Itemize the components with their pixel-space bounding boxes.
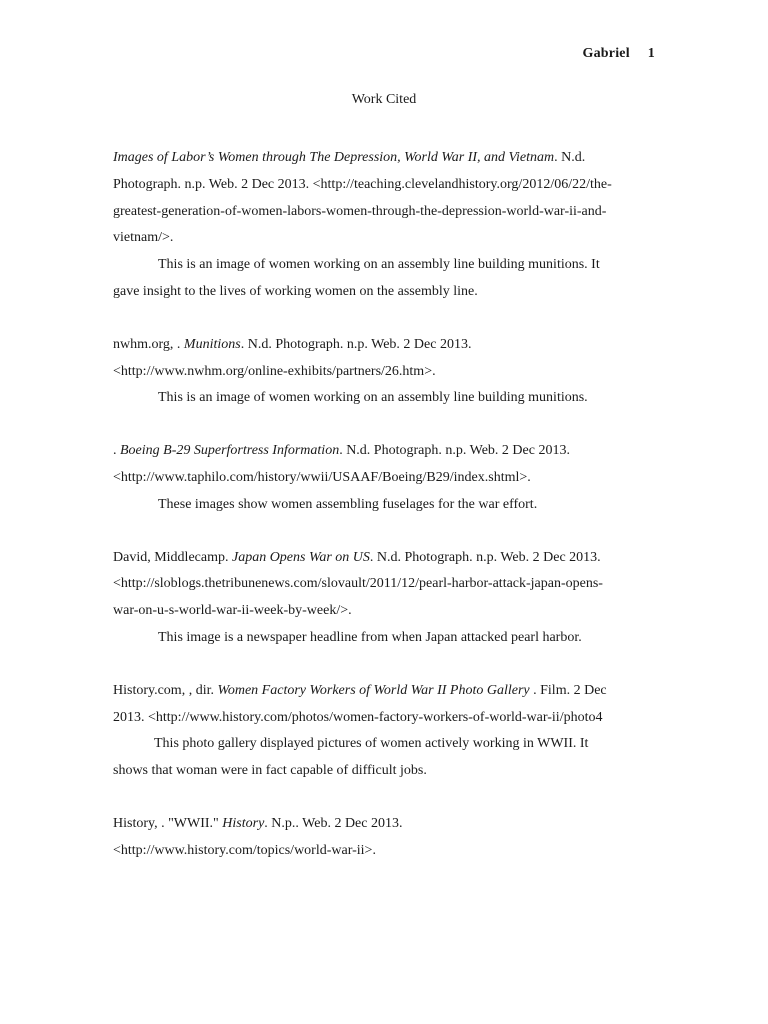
citation-entry: Images of Labor’s Women through The Depression, World War II, and Vietnam. N.d. Photograph. n.p. Web. 2 Dec 2013. <http://teaching.clevelandhistory.org/2012/06/22/the- greatest-generation-of-women-labors-women-through-the-depression-world-war-ii-and- vietnam/>. This is an image of women working on an assembly line building munitions. It gave insight to the lives of working women on the assembly line.: [113, 145, 658, 306]
work-title: Boeing B-29 Superfortress Information: [120, 443, 340, 459]
annotation: This is an image of women working on an assembly line building munitions.: [158, 390, 588, 406]
annotation: These images show women assembling fuselages for the war effort.: [158, 496, 538, 512]
citation-entry: History.com, , dir. Women Factory Workers of World War II Photo Gallery . Film. 2 Dec 2013. <http://www.history.com/photos/women-factory-workers-of-world-war-ii/photo4 This photo gallery displayed pictures of women actively working in WWII. It shows that woman were in fact capable of difficult jobs.: [113, 678, 658, 785]
page-number: 1: [647, 46, 655, 61]
work-title: Images of Labor’s Women through The Depression, World War II, and Vietnam: [113, 150, 555, 165]
citation-entry: . Boeing B-29 Superfortress Information. N.d. Photograph. n.p. Web. 2 Dec 2013. <http://www.taphilo.com/history/wwii/USAAF/Boeing/B29/index.shtml>. These images show women assembling fuselages for the war effort.: [113, 438, 658, 518]
citation-list: [113, 145, 658, 891]
citation-entry: David, Middlecamp. Japan Opens War on US. N.d. Photograph. n.p. Web. 2 Dec 2013. <http://sloblogs.thetribunenews.com/slovault/2011/12/pearl-harbor-attack-japan-opens- war-on-u-s-world-war-ii-week-by-week/>. This image is a newspaper headline from when Japan attacked pearl harbor.: [113, 545, 658, 652]
work-title: History: [222, 815, 265, 831]
work-title: Japan Opens War on US: [231, 549, 370, 565]
work-title: Munitions: [183, 336, 241, 352]
page-title: Work Cited: [351, 92, 417, 107]
author-surname: Gabriel: [582, 46, 630, 61]
annotation: shows that woman were in fact capable of difficult jobs.: [113, 763, 427, 779]
annotation: This image is a newspaper headline from when Japan attacked pearl harbor.: [158, 629, 582, 645]
work-title: Women Factory Workers of World War II Photo Gallery: [217, 682, 530, 698]
annotation: gave insight to the lives of working women on the assembly line.: [113, 283, 478, 299]
citation-entry: History, . "WWII." History. N.p.. Web. 2 Dec 2013. <http://www.history.com/topics/world-war-ii>.: [113, 815, 403, 858]
running-header: [583, 46, 656, 62]
citation-entry: nwhm.org, . Munitions. N.d. Photograph. n.p. Web. 2 Dec 2013. <http://www.nwhm.org/online-exhibits/partners/26.htm>. This is an image of women working on an assembly line building munitions.: [113, 332, 658, 412]
annotation: This photo gallery displayed pictures of women actively working in WWII. It: [154, 736, 589, 752]
annotation: This is an image of women working on an assembly line building munitions. It: [158, 257, 600, 273]
